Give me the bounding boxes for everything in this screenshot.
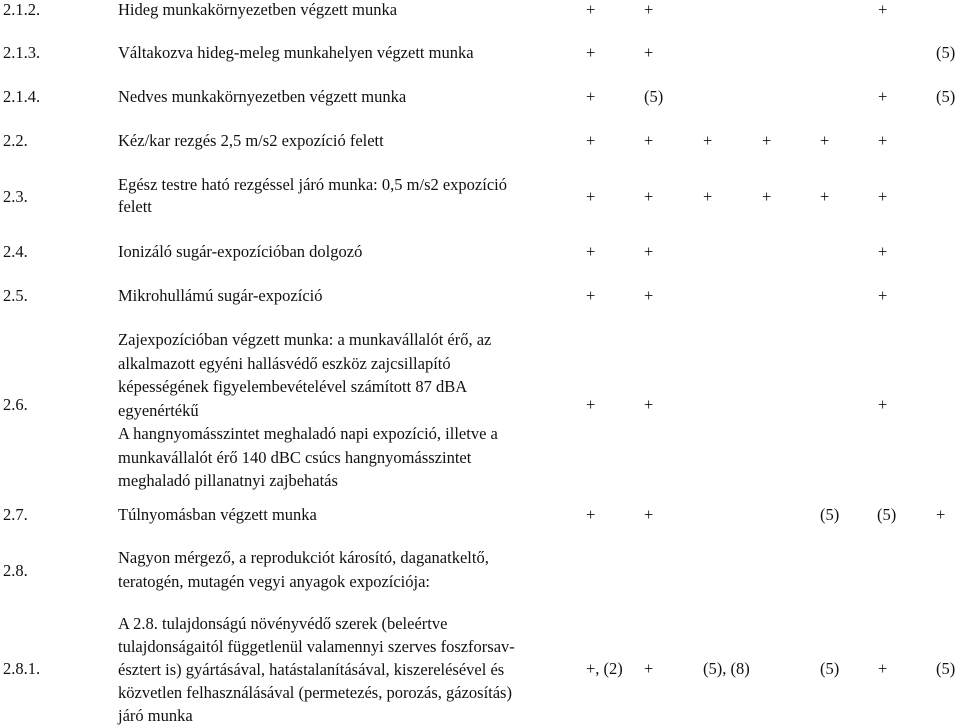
mark-col-4: + [762,187,772,206]
row-number: 2.7. [3,505,28,524]
row-description: Mikrohullámú sugár-expozíció [118,286,323,305]
mark-col-6: (5) [936,43,956,62]
row-description [118,546,588,593]
row-description [118,174,588,218]
row-number: 2.3. [3,187,28,206]
mark-col-2: + [644,0,654,19]
row-description: Hideg munkakörnyezetben végzett munka [118,0,398,19]
mark-col-1: + [586,187,596,206]
mark-col-3: (5), (8) [703,659,750,678]
mark-col-2: + [644,395,654,414]
mark-col-4: (5) [820,659,840,678]
row-number: 2.1.4. [3,87,41,106]
row-number: 2.1.2. [3,0,41,19]
row-description: Túlnyomásban végzett munka [118,505,317,524]
row-description: Nedves munkakörnyezetben végzett munka [118,87,407,106]
mark-col-1: + [586,87,596,106]
mark-col-2: + [644,43,654,62]
mark-col-6: + [878,187,888,206]
mark-col-1: + [586,43,596,62]
mark-col-6: + [878,131,888,150]
mark-col-3: + [703,187,713,206]
row-description: Ionizáló sugár-expozícióban dolgozó [118,242,363,261]
mark-col-5: + [878,659,888,678]
mark-col-5: + [878,395,888,414]
row-description [118,328,588,493]
mark-col-2: (5) [644,87,664,106]
mark-col-4: (5) [820,505,840,524]
mark-col-5: + [820,131,830,150]
description-line: képességének figyelembevételével számított 87 dBA [118,377,468,396]
mark-col-1: + [586,131,596,150]
description-line: alkalmazott egyéni hallásvédő eszköz zajcsillapító [118,353,451,373]
mark-col-2: + [644,286,654,305]
mark-col-5: + [878,87,888,106]
row-number: 2.5. [3,286,28,305]
mark-col-6: (5) [936,87,956,106]
mark-col-6: + [936,505,946,524]
description-line: egyenértékű [118,400,199,420]
mark-col-4: + [762,131,772,150]
description-line: tulajdonságaitól függetlenül valamennyi szerves foszforsav- [118,637,515,656]
mark-col-5: (5) [877,505,897,524]
mark-col-2: + [644,187,654,206]
description-line: A 2.8. tulajdonságú növényvédő szerek (beleértve [118,614,448,633]
description-line: Egész testre ható rezgéssel járó munka: 0,5 m/s2 expozíció [118,175,507,194]
row-description: Kéz/kar rezgés 2,5 m/s2 expozíció felett [118,131,384,150]
description-line: munkavállalót érő 140 dBC csúcs hangnyomásszintet [118,447,472,467]
mark-col-1: + [586,242,596,261]
mark-col-5: + [820,187,830,206]
description-line: észtert is) gyártásával, hatástalanításával, kiszerelésével és [118,660,505,679]
mark-col-2: + [644,505,654,524]
description-line: járó munka [118,706,193,725]
mark-col-3: + [703,131,713,150]
description-line: Nagyon mérgező, a reprodukciót károsító, daganatkeltő, [118,548,489,567]
row-description: Váltakozva hideg-meleg munkahelyen végzett munka [118,43,474,62]
mark-col-5: + [878,242,888,261]
description-line: meghaladó pillanatnyi zajbehatás [118,471,338,490]
mark-col-1: + [586,505,596,524]
mark-col-1: + [586,286,596,305]
description-line: közvetlen felhasználásával (permetezés, porozás, gázosítás) [118,683,512,702]
row-number: 2.4. [3,242,28,261]
mark-col-1: + [586,0,596,19]
row-description [118,612,588,727]
mark-col-5: + [878,286,888,305]
mark-col-1: + [586,395,596,414]
mark-col-2: + [644,659,654,678]
row-number: 2.1.3. [3,43,41,62]
mark-col-5: + [878,0,888,19]
description-line: felett [118,197,152,216]
description-line: teratogén, mutagén vegyi anyagok expozíciója: [118,571,431,591]
row-number: 2.8. [3,561,28,580]
mark-col-2: + [644,131,654,150]
mark-col-1: +, (2) [586,659,623,678]
row-number: 2.2. [3,131,28,150]
mark-col-2: + [644,242,654,261]
description-line: A hangnyomásszintet meghaladó napi expozíció, illetve a [118,424,498,443]
description-line: Zajexpozícióban végzett munka: a munkavállalót érő, az [118,330,492,349]
mark-col-6: (5) [936,659,956,678]
row-number: 2.8.1. [3,659,41,678]
row-number: 2.6. [3,395,28,414]
